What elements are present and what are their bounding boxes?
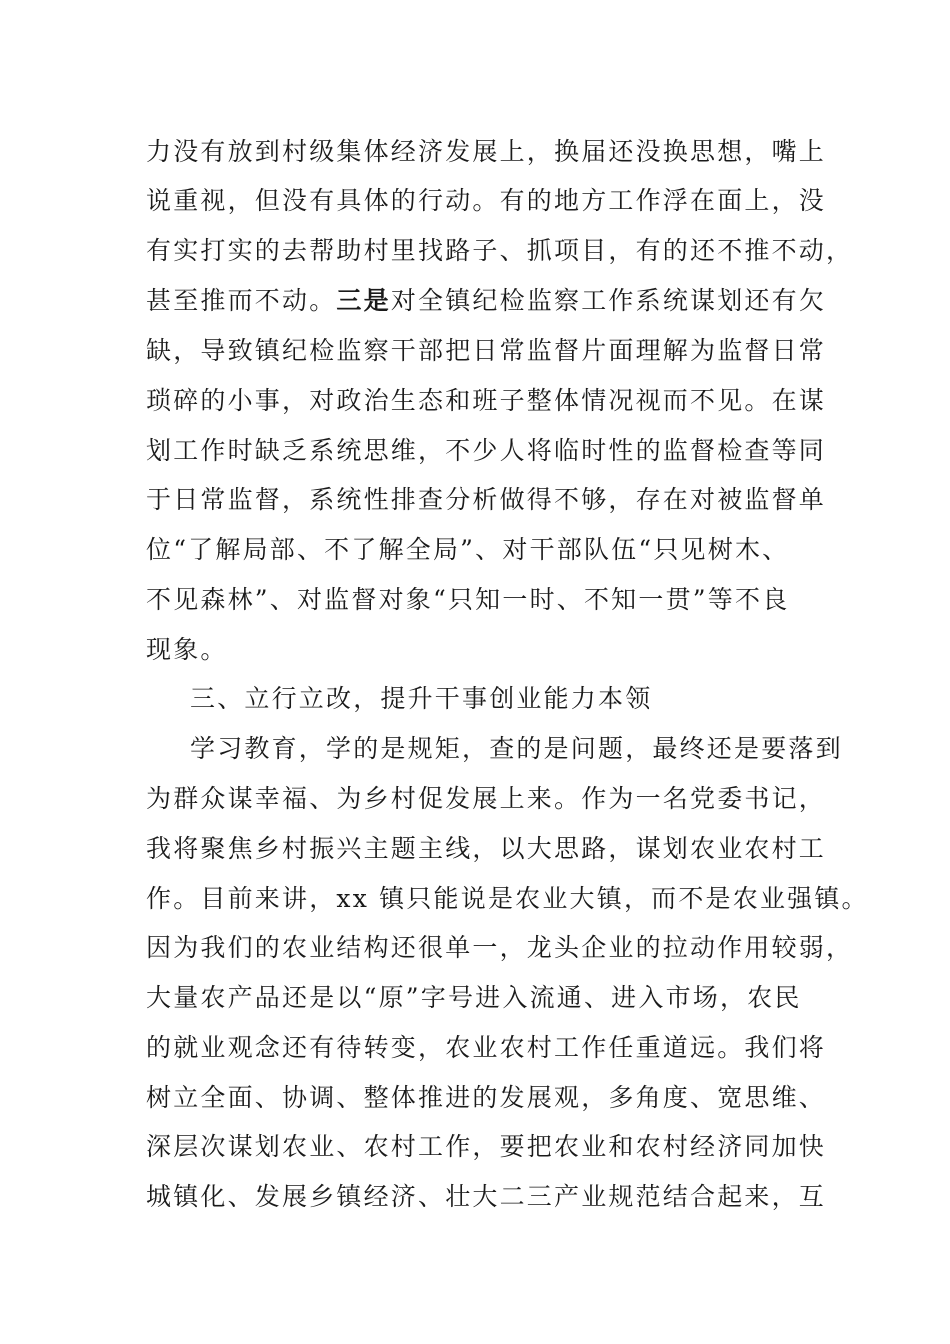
text-line-14: 我将聚焦乡村振兴主题主线，以大思路，谋划农业农村工 [146, 834, 827, 863]
text-line-10: 不见森林”、对监督对象“只知一时、不知一贯”等不良 [146, 585, 790, 614]
text-line-12: 学习教育，学的是规矩，查的是问题，最终还是要落到 [190, 734, 843, 763]
text-line-7: 划工作时缺乏系统思维，不少人将临时性的监督检查等同 [146, 436, 827, 465]
text-line-15: 作。目前来讲，xx 镇只能说是农业大镇，而不是农业强镇。 [146, 884, 869, 913]
text-line-4 [146, 284, 827, 318]
text-run: 对全镇纪检监察工作系统谋划还有欠 [390, 286, 827, 315]
emphasis-three: 三是 [336, 286, 391, 315]
text-line-11: 现象。 [146, 635, 228, 664]
text-line-8: 于日常监督，系统性排查分析做得不够，存在对被监督单 [146, 485, 827, 514]
text-line-13: 为群众谋幸福、为乡村促发展上来。作为一名党委书记， [146, 784, 827, 813]
text-line-16: 因为我们的农业结构还很单一，龙头企业的拉动作用较弱， [146, 933, 854, 962]
text-line-5: 缺，导致镇纪检监察干部把日常监督片面理解为监督日常 [146, 336, 827, 365]
section-heading: 三、立行立改，提升干事创业能力本领 [190, 684, 653, 713]
text-line-19: 树立全面、协调、整体推进的发展观，多角度、宽思维、 [146, 1083, 827, 1112]
text-line-3: 有实打实的去帮助村里找路子、抓项目，有的还不推不动， [146, 236, 854, 265]
text-line-6: 琐碎的小事，对政治生态和班子整体情况视而不见。在谋 [146, 386, 827, 415]
text-line-1: 力没有放到村级集体经济发展上，换届还没换思想，嘴上 [146, 137, 827, 166]
text-line-2: 说重视，但没有具体的行动。有的地方工作浮在面上，没 [146, 186, 827, 215]
text-line-17: 大量农产品还是以“原”字号进入流通、进入市场，农民 [146, 983, 802, 1012]
text-line-20: 深层次谋划农业、农村工作，要把农业和农村经济同加快 [146, 1132, 827, 1161]
text-run: 甚至推而不动。 [146, 286, 337, 315]
text-line-18: 的就业观念还有待转变，农业农村工作任重道远。我们将 [146, 1033, 827, 1062]
text-line-21: 城镇化、发展乡镇经济、壮大二三产业规范结合起来，互 [146, 1182, 827, 1211]
text-line-9: 位“了解局部、不了解全局”、对干部队伍“只见树木、 [146, 535, 790, 564]
